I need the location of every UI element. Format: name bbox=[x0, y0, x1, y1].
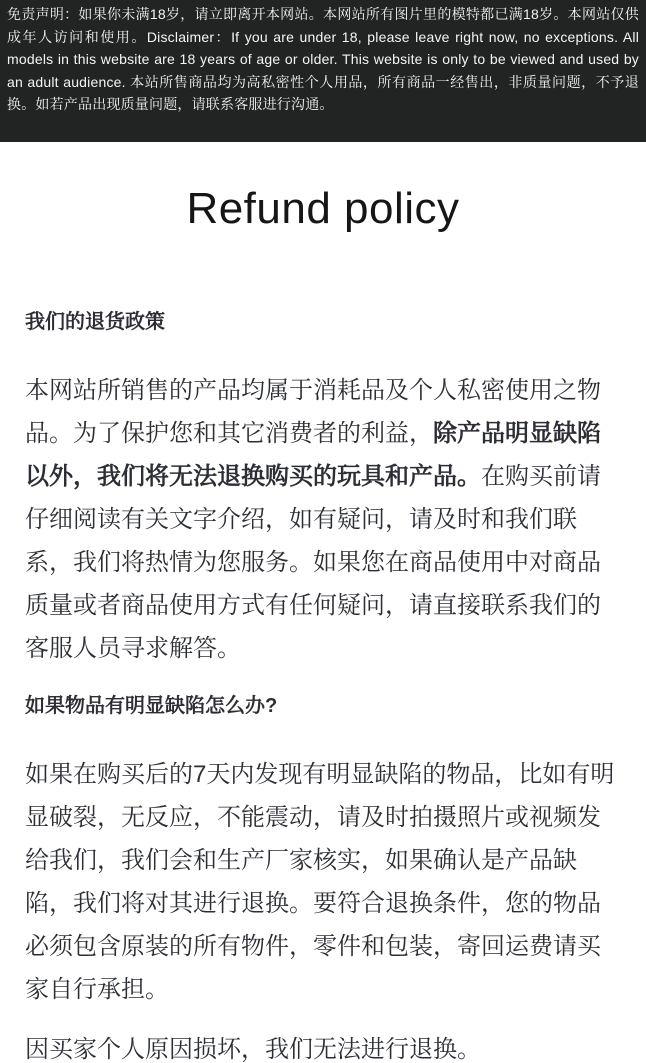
return-policy-heading: 我们的退货政策 bbox=[25, 311, 165, 334]
defective-items-paragraph: 如果在购买后的7天内发现有明显缺陷的物品，比如有明显破裂，无反应，不能震动，请及时拍摄照片或视频发给我们，我们会和生产厂家核实，如果确认是产品缺陷，我们将对其进行退换。要符合退换条件，您的物品必须包含原装的所有物件，零件和包装，寄回运费请买家自行承担。 bbox=[25, 761, 615, 1004]
return-policy-text-bold: 除产品明显缺陷以外，我们将无法退换购买的玩具和产品。 bbox=[25, 420, 601, 491]
disclaimer-text: 免责声明：如果你未满18岁，请立即离开本网站。本网站所有图片里的模特都已满18岁。本网站仅供成年人访问和使用。Disclaimer：If you are under 18, please leave right now, no exceptions. All models in this website are 18 years of age or older. This website is only to be viewed and used by an adult audience. 本站所售商品均为高私密性个人用品，所有商品一经售出，非质量问题，不予退换。如若产品出现质量问题，请联系客服进行沟通。 bbox=[7, 6, 639, 113]
buyer-damage-paragraph: 因买家个人原因损坏，我们无法进行退换。 bbox=[25, 1036, 481, 1063]
page-title: Refund policy bbox=[186, 184, 460, 233]
section-our-return-policy bbox=[25, 308, 621, 670]
section-defective-items bbox=[25, 692, 621, 1063]
defective-items-heading: 如果物品有明显缺陷怎么办? bbox=[25, 695, 278, 718]
return-policy-text-normal-1: 本网站所销售的产品均属于消耗品及个人私密使用之物品。为了保护您和其它消费者的利益， bbox=[25, 377, 601, 448]
disclaimer-banner bbox=[0, 0, 646, 142]
return-policy-text-normal-2: 在购买前请仔细阅读有关文字介绍，如有疑问，请及时和我们联系，我们将热情为您服务。如果您在商品使用中对商品质量或者商品使用方式有任何疑问，请直接联系我们的客服人员寻求解答。 bbox=[25, 463, 601, 663]
return-policy-paragraph bbox=[25, 369, 621, 670]
refund-policy-page bbox=[0, 186, 646, 1063]
